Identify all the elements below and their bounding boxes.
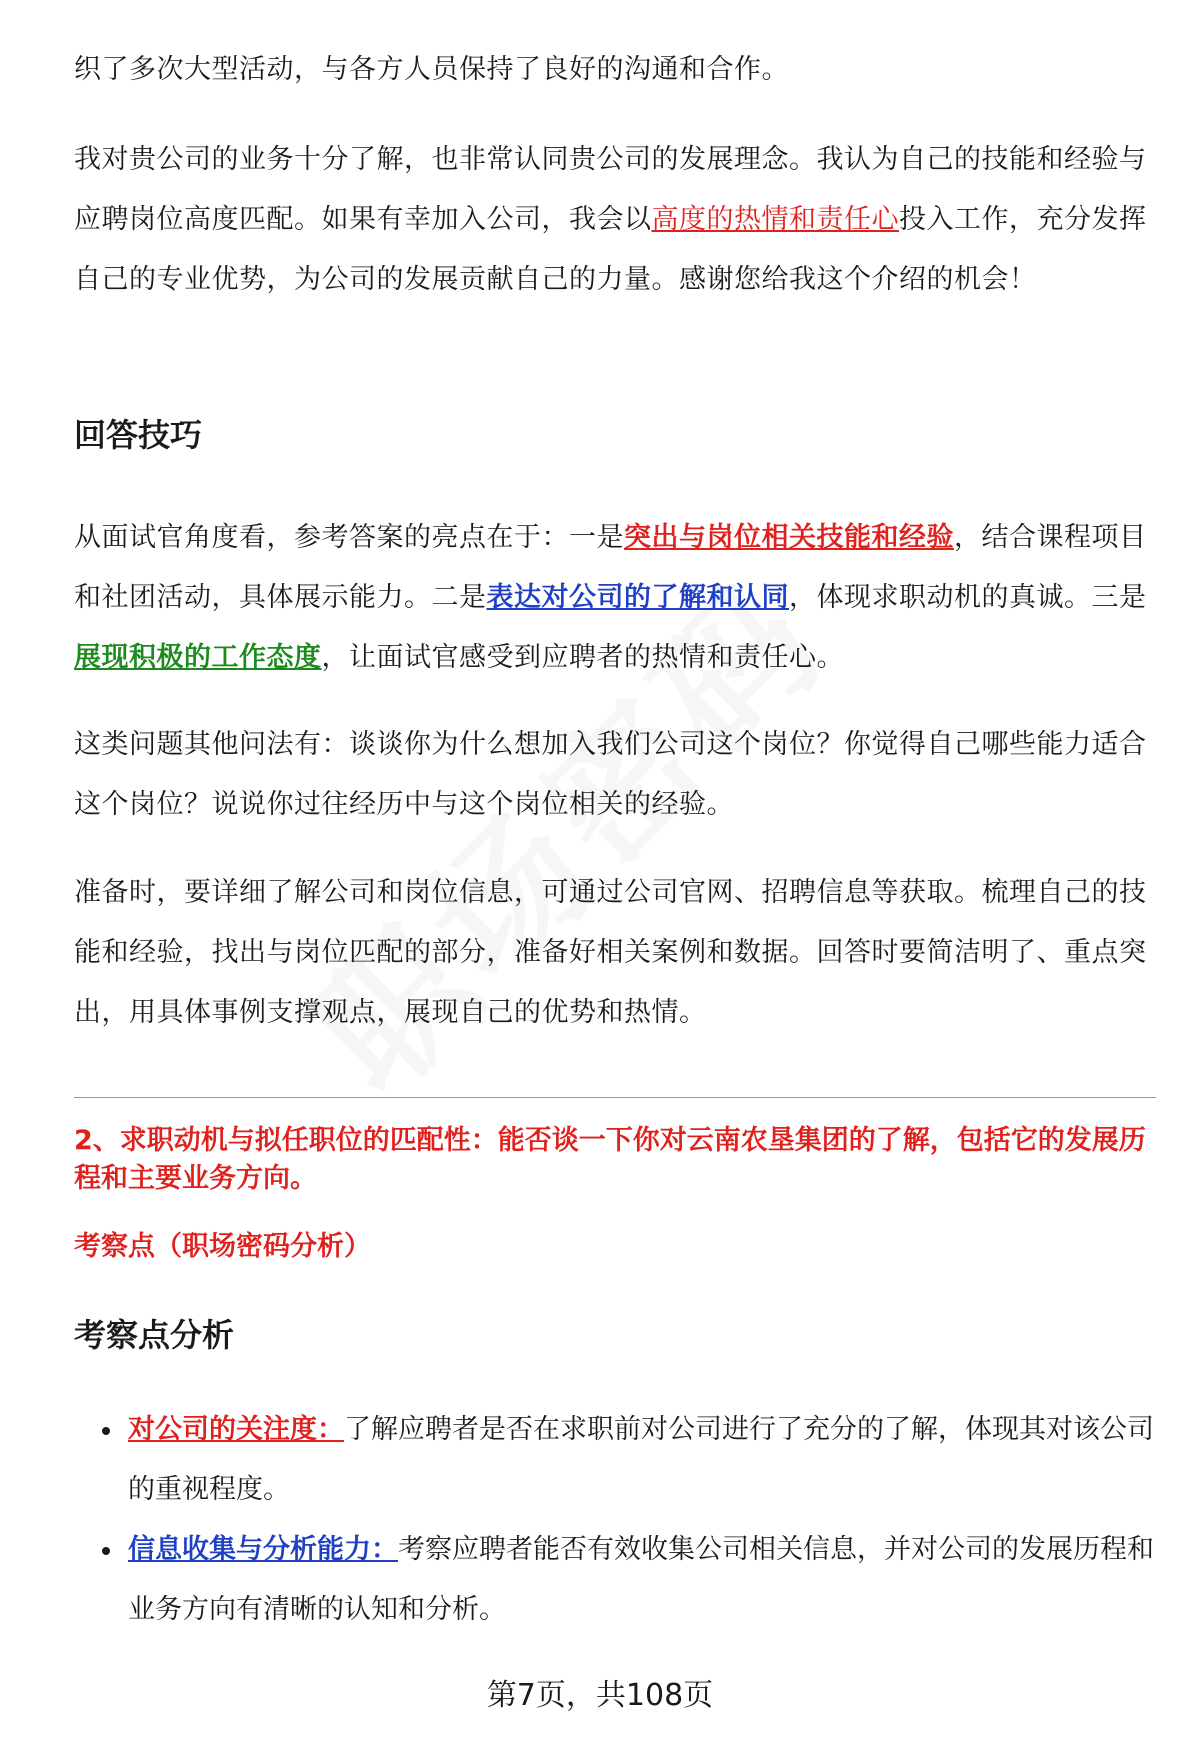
section-heading-tips: 回答技巧 (74, 416, 203, 454)
list-item (74, 1400, 1156, 1520)
text-run: ，结合课程项目和社团活动，具体展示能力。二是 (74, 522, 1147, 613)
list-item-text: 了解应聘者是否在求职前对公司进行了充分的了解，体现其对该公司的重视程度。 (128, 1414, 1154, 1505)
page-number: 第7页，共108页 (486, 1678, 714, 1713)
assessment-point-label: 考察点（职场密码分析） (74, 1231, 371, 1262)
list-item-label: 对公司的关注度： (128, 1414, 344, 1445)
list-item-text: 考察应聘者能否有效收集公司相关信息，并对公司的发展历程和业务方向有清晰的认知和分析。 (128, 1534, 1154, 1625)
bullet-icon (102, 1547, 110, 1555)
text-run: 从面试官角度看，参考答案的亮点在于：一是 (74, 522, 624, 553)
section-heading-analysis: 考察点分析 (74, 1316, 235, 1354)
highlight-enthusiasm: 高度的热情和责任心 (651, 204, 899, 235)
section-divider (74, 1097, 1156, 1098)
highlight-skills: 突出与岗位相关技能和经验 (624, 522, 954, 553)
list-item-label: 信息收集与分析能力： (128, 1534, 398, 1565)
paragraph-tips-highlights (74, 508, 1156, 688)
text-run: ，让面试官感受到应聘者的热情和责任心。 (321, 642, 844, 673)
list-item (74, 1520, 1156, 1640)
paragraph-other-questions: 这类问题其他问法有：谈谈你为什么想加入我们公司这个岗位？你觉得自己哪些能力适合这个岗位？说说你过往经历中与这个岗位相关的经验。 (74, 729, 1147, 820)
text-run: 投入工作，充分发挥自己的专业优势，为公司的发展贡献自己的力量。感谢您给我这个介绍的机会！ (74, 204, 1147, 295)
highlight-attitude: 展现积极的工作态度 (74, 642, 322, 673)
question-title: 2、求职动机与拟任职位的匹配性：能否谈一下你对云南农垦集团的了解，包括它的发展历程和主要业务方向。 (74, 1125, 1146, 1194)
text-run: 我对贵公司的业务十分了解，也非常认同贵公司的发展理念。我认为自己的技能和经验与应聘岗位高度匹配。如果有幸加入公司，我会以 (74, 144, 1147, 235)
highlight-company-knowledge: 表达对公司的了解和认同 (486, 582, 789, 613)
text-run: ，体现求职动机的真诚。三是 (789, 582, 1147, 613)
paragraph-answer-closing (74, 130, 1156, 310)
analysis-list (74, 1400, 1156, 1640)
bullet-icon (102, 1427, 110, 1435)
paragraph-continued: 织了多次大型活动，与各方人员保持了良好的沟通和合作。 (74, 54, 789, 85)
paragraph-preparation: 准备时，要详细了解公司和岗位信息，可通过公司官网、招聘信息等获取。梳理自己的技能和经验，找出与岗位匹配的部分，准备好相关案例和数据。回答时要简洁明了、重点突出，用具体事例支撑观点，展现自己的优势和热情。 (74, 877, 1147, 1028)
